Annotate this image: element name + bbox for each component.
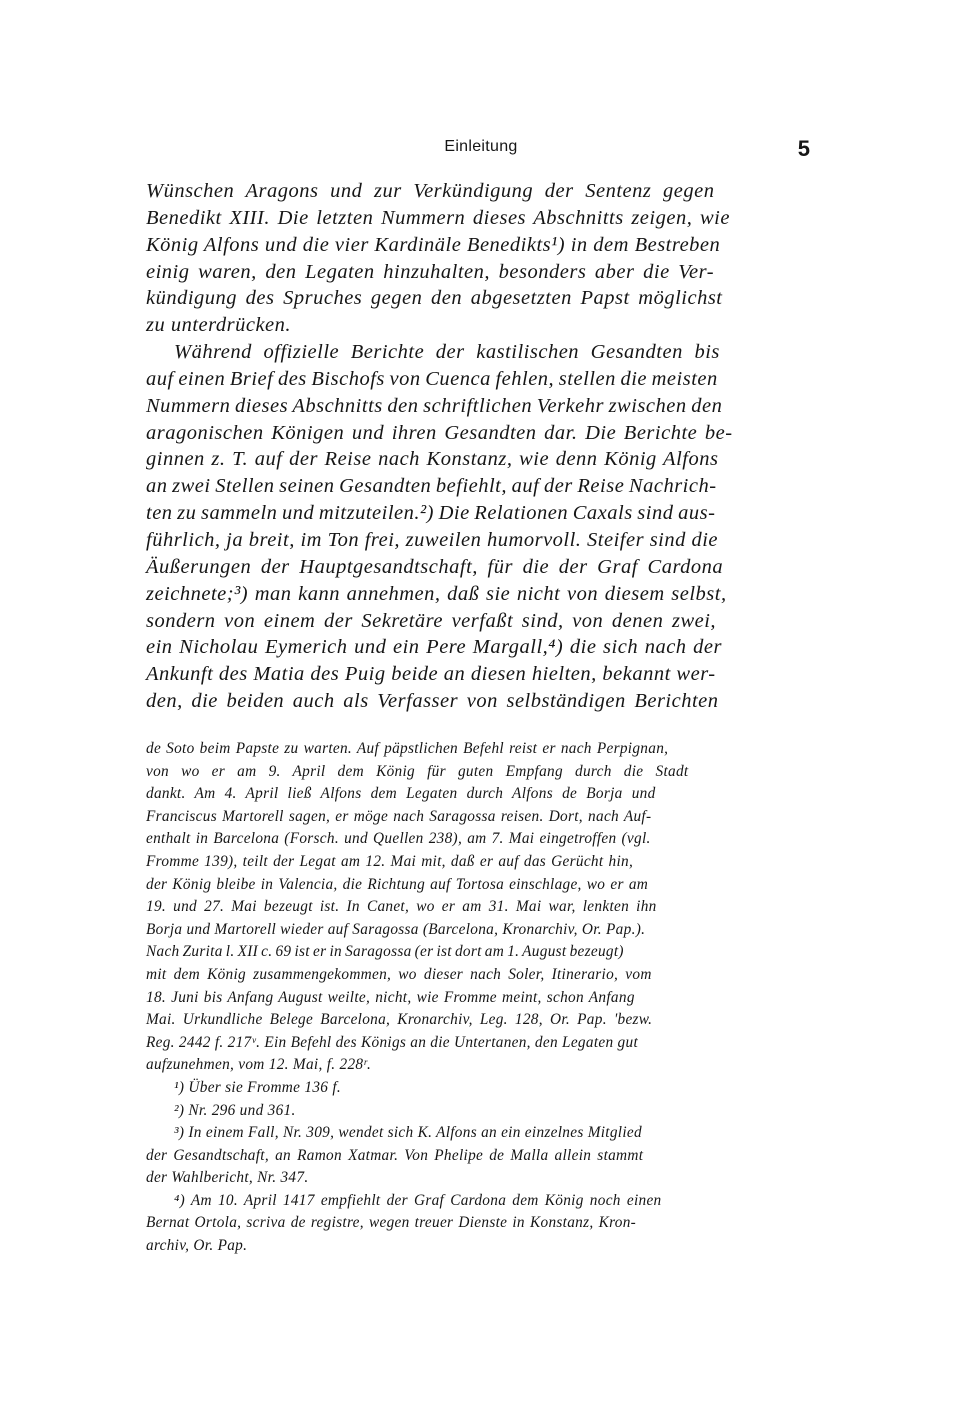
body-line: aragonischen Königen und ihren Gesandten dar. Die Berichte be- [146, 421, 733, 444]
footnote-line: Nach Zurita l. XII c. 69 ist er in Saragossa (er ist dort am 1. August bezeugt) [146, 943, 624, 961]
body-line: ein Nicholau Eymerich und ein Pere Margall,⁴) die sich nach der [146, 636, 722, 659]
footnote-line: 18. Juni bis Anfang August weilte, nicht, wie Fromme meint, schon Anfang [146, 988, 635, 1006]
footnote-line: Bernat Ortola, scriva de registre, wegen treuer Dienste in Konstanz, Kron- [146, 1214, 637, 1232]
footnote-line: ¹) Über sie Fromme 136 f. [174, 1078, 342, 1096]
body-line: zeichnete;³) man kann annehmen, daß sie nicht von diesem selbst, [146, 582, 727, 605]
footnote-line: archiv, Or. Pap. [146, 1237, 248, 1255]
body-line: den, die beiden auch als Verfasser von selbständigen Berichten [146, 690, 719, 713]
footnote-line: 19. und 27. Mai bezeugt ist. In Canet, wo er am 31. Mai war, lenkten ihn [146, 898, 657, 916]
body-line: führlich, ja breit, im Ton frei, zuweilen humorvoll. Steifer sind die [146, 528, 719, 551]
body-line: Benedikt XIII. Die letzten Nummern dieses Abschnitts zeigen, wie [146, 206, 730, 229]
footnote-line: de Soto beim Papste zu warten. Auf päpstlichen Befehl reist er nach Perpignan, [146, 740, 669, 757]
body-line: an zwei Stellen seinen Gesandten befiehlt, auf der Reise Nachrich- [146, 475, 717, 498]
body-line: zu unterdrücken. [146, 314, 292, 337]
body-line: einig waren, den Legaten hinzuhalten, besonders aber die Ver- [146, 260, 715, 283]
footnote-line: Fromme 139), teilt der Legat am 12. Mai mit, daß er auf das Gerücht hin, [146, 852, 634, 870]
footnote-line: Reg. 2442 f. 217ᵛ. Ein Befehl des Königs an die Untertanen, den Legaten gut [146, 1033, 638, 1051]
footnote-line: ⁴) Am 10. April 1417 empfiehlt der Graf Cardona dem König noch einen [174, 1191, 662, 1209]
body-line: Wünschen Aragons und zur Verkündigung der Sentenz gegen [146, 180, 715, 202]
body-line: Während offizielle Berichte der kastilischen Gesandten bis [174, 341, 720, 364]
main-body-text [146, 178, 810, 715]
running-title: Einleitung [444, 138, 518, 155]
footnotes [146, 738, 812, 1258]
footnote-line: ²) Nr. 296 und 361. [174, 1101, 296, 1119]
footnote-line: dankt. Am 4. April ließ Alfons dem Legaten durch Alfons de Borja und [146, 785, 656, 803]
body-line: Äußerungen der Hauptgesandtschaft, für die der Graf Cardona [146, 555, 724, 578]
footnote-line: Borja und Martorell wieder auf Saragossa (Barcelona, Kronarchiv, Or. Pap.). [146, 920, 646, 938]
footnote-line: mit dem König zusammengekommen, wo dieser nach Soler, Itinerario, vom [146, 965, 652, 983]
footnote-line: aufzunehmen, vom 12. Mai, f. 228ʳ. [146, 1056, 372, 1074]
footnote-line: von wo er am 9. April dem König für guten Empfang durch die Stadt [146, 762, 689, 780]
footnote-line: Franciscus Martorell sagen, er möge nach Saragossa reisen. Dort, nach Auf- [146, 807, 652, 825]
body-line: ten zu sammeln und mitzuteilen.²) Die Relationen Caxals sind aus- [146, 502, 716, 525]
body-line: sondern von einem der Sekretäre verfaßt sind, von denen zwei, [146, 609, 717, 632]
running-header [146, 138, 816, 162]
footnote-line: Mai. Urkundliche Belege Barcelona, Kronarchiv, Leg. 128, Or. Pap. 'bezw. [146, 1011, 653, 1029]
footnote-line: der Wahlbericht, Nr. 347. [146, 1169, 309, 1187]
body-line: Nummern dieses Abschnitts den schriftlichen Verkehr zwischen den [146, 394, 723, 417]
body-line: auf einen Brief des Bischofs von Cuenca fehlen, stellen die meisten [146, 367, 718, 390]
body-line: König Alfons und die vier Kardinäle Benedikts¹) in dem Bestreben [146, 233, 721, 256]
footnote-line: der Gesandtschaft, an Ramon Xatmar. Von Phelipe de Malla allein stammt [146, 1146, 644, 1164]
body-line: Ankunft des Matia des Puig beide an diesen hielten, bekannt wer- [146, 663, 716, 686]
footnote-line: der König bleibe in Valencia, die Richtung auf Tortosa einschlage, wo er am [146, 875, 649, 893]
body-line: ginnen z. T. auf der Reise nach Konstanz, wie denn König Alfons [146, 448, 719, 471]
footnote-line: enthalt in Barcelona (Forsch. und Quellen 238), am 7. Mai eingetroffen (vgl. [146, 830, 651, 848]
body-line: kündigung des Spruches gegen den abgesetzten Papst möglichst [146, 287, 723, 310]
footnote-line: ³) In einem Fall, Nr. 309, wendet sich K. Alfons an ein einzelnes Mitglied [174, 1124, 642, 1142]
page-number: 5 [797, 136, 810, 161]
